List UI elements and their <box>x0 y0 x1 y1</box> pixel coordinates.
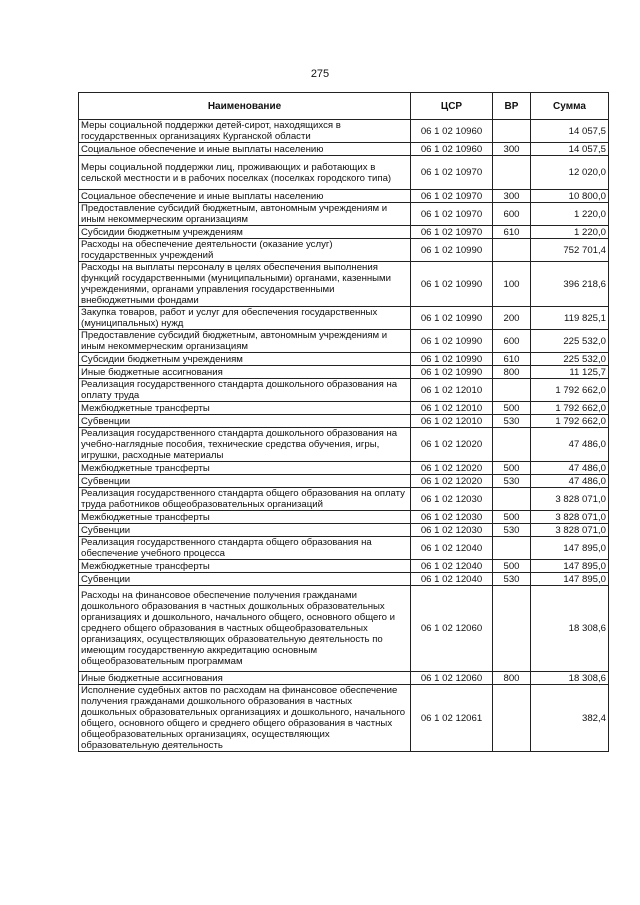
row-csr-cell: 06 1 02 12060 <box>411 672 493 685</box>
row-vr-cell: 530 <box>493 573 531 586</box>
table-row <box>79 462 609 475</box>
table-row <box>79 190 609 203</box>
row-vr-cell: 300 <box>493 190 531 203</box>
row-csr-cell: 06 1 02 12010 <box>411 379 493 402</box>
row-vr-cell: 800 <box>493 672 531 685</box>
row-csr-cell: 06 1 02 12030 <box>411 524 493 537</box>
row-vr-cell <box>493 239 531 262</box>
row-csr-cell: 06 1 02 10990 <box>411 366 493 379</box>
row-sum-cell: 1 792 662,0 <box>531 402 609 415</box>
row-csr-cell: 06 1 02 10970 <box>411 156 493 190</box>
page-number: 275 <box>310 68 330 80</box>
row-name-cell: Меры социальной поддержки детей-сирот, находящихся в государственных организациях Курганской области <box>79 120 411 143</box>
table-row <box>79 524 609 537</box>
row-csr-cell: 06 1 02 10990 <box>411 330 493 353</box>
row-name-cell: Реализация государственного стандарта общего образования на оплату труда работников общеобразовательных организаций <box>79 488 411 511</box>
row-csr-cell: 06 1 02 10960 <box>411 120 493 143</box>
table-row <box>79 239 609 262</box>
row-name-cell: Иные бюджетные ассигнования <box>79 672 411 685</box>
row-csr-cell: 06 1 02 10970 <box>411 226 493 239</box>
table-row <box>79 475 609 488</box>
row-sum-cell: 18 308,6 <box>531 672 609 685</box>
row-vr-cell: 500 <box>493 402 531 415</box>
row-sum-cell: 18 308,6 <box>531 586 609 672</box>
row-csr-cell: 06 1 02 12020 <box>411 462 493 475</box>
row-csr-cell: 06 1 02 10990 <box>411 239 493 262</box>
row-name-cell: Субвенции <box>79 573 411 586</box>
row-name-cell: Субвенции <box>79 475 411 488</box>
row-csr-cell: 06 1 02 12061 <box>411 685 493 752</box>
row-name-cell: Расходы на финансовое обеспечение получения гражданами дошкольного образования в частных дошкольных образовательных организациях и дошкольного, начального общего, основного общего и среднего общего образования в частных общеобразовательных организациях, осуществляющих образовательную деятельность по имеющим государственную аккредитацию основным общеобразовательным программам <box>79 586 411 672</box>
table-row <box>79 488 609 511</box>
row-sum-cell: 225 532,0 <box>531 353 609 366</box>
table-row <box>79 428 609 462</box>
table-row <box>79 573 609 586</box>
row-name-cell: Предоставление субсидий бюджетным, автономным учреждениям и иным некоммерческим организациям <box>79 330 411 353</box>
table-row <box>79 379 609 402</box>
row-vr-cell: 500 <box>493 462 531 475</box>
row-sum-cell: 396 218,6 <box>531 262 609 307</box>
row-vr-cell: 530 <box>493 475 531 488</box>
row-name-cell: Социальное обеспечение и иные выплаты населению <box>79 190 411 203</box>
row-csr-cell: 06 1 02 10990 <box>411 307 493 330</box>
row-vr-cell <box>493 120 531 143</box>
row-csr-cell: 06 1 02 12020 <box>411 475 493 488</box>
table-row <box>79 366 609 379</box>
table-row <box>79 226 609 239</box>
row-vr-cell <box>493 156 531 190</box>
row-csr-cell: 06 1 02 10970 <box>411 203 493 226</box>
table-row <box>79 307 609 330</box>
header-name: Наименование <box>79 93 411 120</box>
row-sum-cell: 1 792 662,0 <box>531 379 609 402</box>
row-csr-cell: 06 1 02 12030 <box>411 488 493 511</box>
header-sum: Сумма <box>531 93 609 120</box>
row-vr-cell: 100 <box>493 262 531 307</box>
row-csr-cell: 06 1 02 12040 <box>411 537 493 560</box>
row-name-cell: Межбюджетные трансферты <box>79 511 411 524</box>
budget-table <box>78 92 609 752</box>
row-sum-cell: 119 825,1 <box>531 307 609 330</box>
row-name-cell: Меры социальной поддержки лиц, проживающих и работающих в сельской местности и в рабочих поселках (поселках городского типа) <box>79 156 411 190</box>
row-sum-cell: 225 532,0 <box>531 330 609 353</box>
table-header <box>79 93 609 120</box>
row-sum-cell: 1 792 662,0 <box>531 415 609 428</box>
row-sum-cell: 147 895,0 <box>531 560 609 573</box>
row-sum-cell: 11 125,7 <box>531 366 609 379</box>
row-sum-cell: 47 486,0 <box>531 428 609 462</box>
row-csr-cell: 06 1 02 12030 <box>411 511 493 524</box>
row-name-cell: Межбюджетные трансферты <box>79 402 411 415</box>
row-sum-cell: 147 895,0 <box>531 537 609 560</box>
table-row <box>79 156 609 190</box>
table-row <box>79 262 609 307</box>
row-name-cell: Социальное обеспечение и иные выплаты населению <box>79 143 411 156</box>
row-vr-cell: 530 <box>493 415 531 428</box>
row-vr-cell <box>493 537 531 560</box>
row-csr-cell: 06 1 02 12040 <box>411 560 493 573</box>
row-vr-cell: 530 <box>493 524 531 537</box>
table-row <box>79 672 609 685</box>
row-name-cell: Расходы на обеспечение деятельности (оказание услуг) государственных учреждений <box>79 239 411 262</box>
row-name-cell: Иные бюджетные ассигнования <box>79 366 411 379</box>
row-sum-cell: 1 220,0 <box>531 203 609 226</box>
row-name-cell: Межбюджетные трансферты <box>79 462 411 475</box>
table-row <box>79 537 609 560</box>
row-vr-cell: 600 <box>493 203 531 226</box>
row-csr-cell: 06 1 02 10970 <box>411 190 493 203</box>
row-sum-cell: 3 828 071,0 <box>531 488 609 511</box>
table-row <box>79 120 609 143</box>
row-vr-cell <box>493 428 531 462</box>
row-sum-cell: 382,4 <box>531 685 609 752</box>
row-vr-cell: 610 <box>493 353 531 366</box>
row-vr-cell: 200 <box>493 307 531 330</box>
row-vr-cell <box>493 379 531 402</box>
table-row <box>79 353 609 366</box>
row-csr-cell: 06 1 02 10990 <box>411 262 493 307</box>
row-sum-cell: 147 895,0 <box>531 573 609 586</box>
row-vr-cell: 610 <box>493 226 531 239</box>
table-row <box>79 511 609 524</box>
row-csr-cell: 06 1 02 12040 <box>411 573 493 586</box>
row-csr-cell: 06 1 02 10990 <box>411 353 493 366</box>
row-vr-cell <box>493 488 531 511</box>
row-csr-cell: 06 1 02 12020 <box>411 428 493 462</box>
row-name-cell: Субвенции <box>79 524 411 537</box>
row-vr-cell: 500 <box>493 511 531 524</box>
table-row <box>79 685 609 752</box>
row-name-cell: Межбюджетные трансферты <box>79 560 411 573</box>
header-vr: ВР <box>493 93 531 120</box>
row-name-cell: Реализация государственного стандарта общего образования на обеспечение учебного процесса <box>79 537 411 560</box>
row-sum-cell: 47 486,0 <box>531 462 609 475</box>
row-vr-cell <box>493 586 531 672</box>
row-sum-cell: 752 701,4 <box>531 239 609 262</box>
row-vr-cell: 600 <box>493 330 531 353</box>
row-vr-cell <box>493 685 531 752</box>
row-sum-cell: 3 828 071,0 <box>531 511 609 524</box>
row-vr-cell: 500 <box>493 560 531 573</box>
row-sum-cell: 14 057,5 <box>531 120 609 143</box>
row-csr-cell: 06 1 02 10960 <box>411 143 493 156</box>
table-row <box>79 402 609 415</box>
table-row <box>79 203 609 226</box>
row-sum-cell: 12 020,0 <box>531 156 609 190</box>
header-row <box>79 93 609 120</box>
row-name-cell: Субсидии бюджетным учреждениям <box>79 226 411 239</box>
row-sum-cell: 10 800,0 <box>531 190 609 203</box>
row-name-cell: Субсидии бюджетным учреждениям <box>79 353 411 366</box>
row-sum-cell: 1 220,0 <box>531 226 609 239</box>
header-csr: ЦСР <box>411 93 493 120</box>
row-vr-cell: 800 <box>493 366 531 379</box>
row-name-cell: Исполнение судебных актов по расходам на финансовое обеспечение получения гражданами дошкольного образования в частных дошкольных образовательных организациях и дошкольного, начального общего, основного общего и среднего общего образования в частных общеобразовательных организациях, осуществляющих образовательную деятельность <box>79 685 411 752</box>
row-sum-cell: 3 828 071,0 <box>531 524 609 537</box>
table-row <box>79 330 609 353</box>
row-name-cell: Закупка товаров, работ и услуг для обеспечения государственных (муниципальных) нужд <box>79 307 411 330</box>
table-row <box>79 415 609 428</box>
row-csr-cell: 06 1 02 12060 <box>411 586 493 672</box>
table-row <box>79 560 609 573</box>
table-body <box>79 120 609 752</box>
row-name-cell: Расходы на выплаты персоналу в целях обеспечения выполнения функций государственными (муниципальными) органами, казенными учреждениями, органами управления государственными внебюджетными фондами <box>79 262 411 307</box>
table-row <box>79 143 609 156</box>
row-name-cell: Реализация государственного стандарта дошкольного образования на оплату труда <box>79 379 411 402</box>
row-csr-cell: 06 1 02 12010 <box>411 402 493 415</box>
row-sum-cell: 47 486,0 <box>531 475 609 488</box>
row-name-cell: Субвенции <box>79 415 411 428</box>
row-csr-cell: 06 1 02 12010 <box>411 415 493 428</box>
row-name-cell: Предоставление субсидий бюджетным, автономным учреждениям и иным некоммерческим организациям <box>79 203 411 226</box>
row-sum-cell: 14 057,5 <box>531 143 609 156</box>
table-row <box>79 586 609 672</box>
row-name-cell: Реализация государственного стандарта дошкольного образования на учебно-наглядные пособия, технические средства обучения, игры, игрушки, расходные материалы <box>79 428 411 462</box>
row-vr-cell: 300 <box>493 143 531 156</box>
